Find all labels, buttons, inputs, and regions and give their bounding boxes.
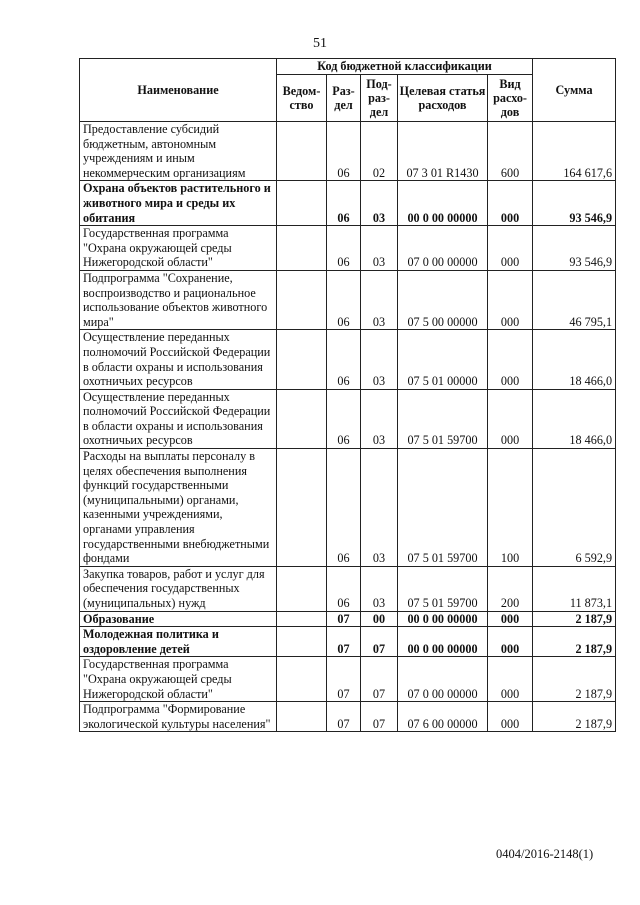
row-section: 07 [327, 627, 361, 657]
row-subsection: 03 [361, 226, 398, 271]
row-sum: 2 187,9 [533, 611, 616, 627]
row-sum: 18 466,0 [533, 330, 616, 389]
table-row [80, 611, 616, 627]
table-row [80, 449, 616, 567]
page-number: 51 [313, 36, 327, 51]
row-type: 000 [488, 611, 533, 627]
row-sum: 18 466,0 [533, 389, 616, 448]
row-section: 06 [327, 181, 361, 226]
row-type: 200 [488, 566, 533, 611]
row-sum: 2 187,9 [533, 657, 616, 702]
row-subsection: 03 [361, 330, 398, 389]
row-name: Подпрограмма "Формирование экологической культуры населения" [80, 702, 277, 732]
row-type: 000 [488, 702, 533, 732]
row-name: Осуществление переданных полномочий Российской Федерации в области охраны и использования охотничьих ресурсов [80, 389, 277, 448]
row-target: 07 5 01 00000 [398, 330, 488, 389]
row-subsection: 07 [361, 657, 398, 702]
row-sum: 46 795,1 [533, 270, 616, 329]
row-dept [277, 181, 327, 226]
row-name: Предоставление субсидий бюджетным, автономным учреждениям и иным некоммерческим организациям [80, 122, 277, 181]
row-target: 07 5 01 59700 [398, 449, 488, 567]
row-section: 06 [327, 389, 361, 448]
row-dept [277, 627, 327, 657]
row-dept [277, 702, 327, 732]
row-dept [277, 122, 327, 181]
row-sum: 11 873,1 [533, 566, 616, 611]
row-sum: 6 592,9 [533, 449, 616, 567]
row-type: 000 [488, 226, 533, 271]
row-name: Государственная программа "Охрана окружающей среды Нижегородской области" [80, 657, 277, 702]
table-row [80, 389, 616, 448]
row-dept [277, 611, 327, 627]
row-name: Государственная программа "Охрана окружающей среды Нижегородской области" [80, 226, 277, 271]
table-row [80, 657, 616, 702]
table-row [80, 566, 616, 611]
row-dept [277, 449, 327, 567]
row-subsection: 00 [361, 611, 398, 627]
row-name: Охрана объектов растительного и животного мира и среды их обитания [80, 181, 277, 226]
header-section: Раз-дел [327, 75, 361, 122]
header-dept: Ведом-ство [277, 75, 327, 122]
header-type: Вид расхо-дов [488, 75, 533, 122]
row-subsection: 03 [361, 270, 398, 329]
row-type: 000 [488, 657, 533, 702]
row-sum: 93 546,9 [533, 226, 616, 271]
row-target: 07 0 00 00000 [398, 226, 488, 271]
row-section: 06 [327, 330, 361, 389]
row-section: 07 [327, 657, 361, 702]
table-row [80, 330, 616, 389]
table-row [80, 122, 616, 181]
row-subsection: 03 [361, 389, 398, 448]
row-subsection: 07 [361, 627, 398, 657]
row-sum: 164 617,6 [533, 122, 616, 181]
row-section: 06 [327, 566, 361, 611]
row-subsection: 03 [361, 181, 398, 226]
row-subsection: 02 [361, 122, 398, 181]
row-dept [277, 566, 327, 611]
row-subsection: 07 [361, 702, 398, 732]
row-type: 000 [488, 389, 533, 448]
table-row [80, 226, 616, 271]
header-classification-group: Код бюджетной классификации [277, 59, 533, 75]
table-row [80, 702, 616, 732]
row-name: Образование [80, 611, 277, 627]
row-section: 07 [327, 611, 361, 627]
row-subsection: 03 [361, 566, 398, 611]
row-dept [277, 330, 327, 389]
row-target: 00 0 00 00000 [398, 611, 488, 627]
row-name: Осуществление переданных полномочий Российской Федерации в области охраны и использования охотничьих ресурсов [80, 330, 277, 389]
row-target: 00 0 00 00000 [398, 627, 488, 657]
row-section: 07 [327, 702, 361, 732]
row-dept [277, 270, 327, 329]
row-sum: 2 187,9 [533, 702, 616, 732]
header-target: Целевая статья расходов [398, 75, 488, 122]
row-name: Подпрограмма "Сохранение, воспроизводство и рациональное использование объектов животного мира" [80, 270, 277, 329]
row-target: 07 5 01 59700 [398, 566, 488, 611]
header-name: Наименование [80, 59, 277, 122]
row-type: 000 [488, 181, 533, 226]
row-dept [277, 657, 327, 702]
row-type: 000 [488, 627, 533, 657]
row-name: Расходы на выплаты персоналу в целях обеспечения выполнения функций государственными (муниципальными) органами, казенными учреждениями, органами управления государственными внебюджетными фондами [80, 449, 277, 567]
row-section: 06 [327, 122, 361, 181]
row-name: Закупка товаров, работ и услуг для обеспечения государственных (муниципальных) нужд [80, 566, 277, 611]
row-section: 06 [327, 449, 361, 567]
row-section: 06 [327, 226, 361, 271]
row-target: 07 6 00 00000 [398, 702, 488, 732]
row-dept [277, 389, 327, 448]
table-row [80, 270, 616, 329]
header-sum: Сумма [533, 59, 616, 122]
row-type: 000 [488, 330, 533, 389]
table-row [80, 181, 616, 226]
row-type: 100 [488, 449, 533, 567]
row-section: 06 [327, 270, 361, 329]
row-target: 07 5 00 00000 [398, 270, 488, 329]
budget-table [79, 58, 616, 732]
document-code: 0404/2016-2148(1) [496, 847, 594, 861]
row-target: 00 0 00 00000 [398, 181, 488, 226]
row-type: 000 [488, 270, 533, 329]
row-sum: 2 187,9 [533, 627, 616, 657]
row-name: Молодежная политика и оздоровление детей [80, 627, 277, 657]
header-subsection: Под-раз-дел [361, 75, 398, 122]
row-type: 600 [488, 122, 533, 181]
row-subsection: 03 [361, 449, 398, 567]
row-target: 07 0 00 00000 [398, 657, 488, 702]
table-row [80, 627, 616, 657]
row-target: 07 5 01 59700 [398, 389, 488, 448]
row-sum: 93 546,9 [533, 181, 616, 226]
row-target: 07 3 01 R1430 [398, 122, 488, 181]
row-dept [277, 226, 327, 271]
